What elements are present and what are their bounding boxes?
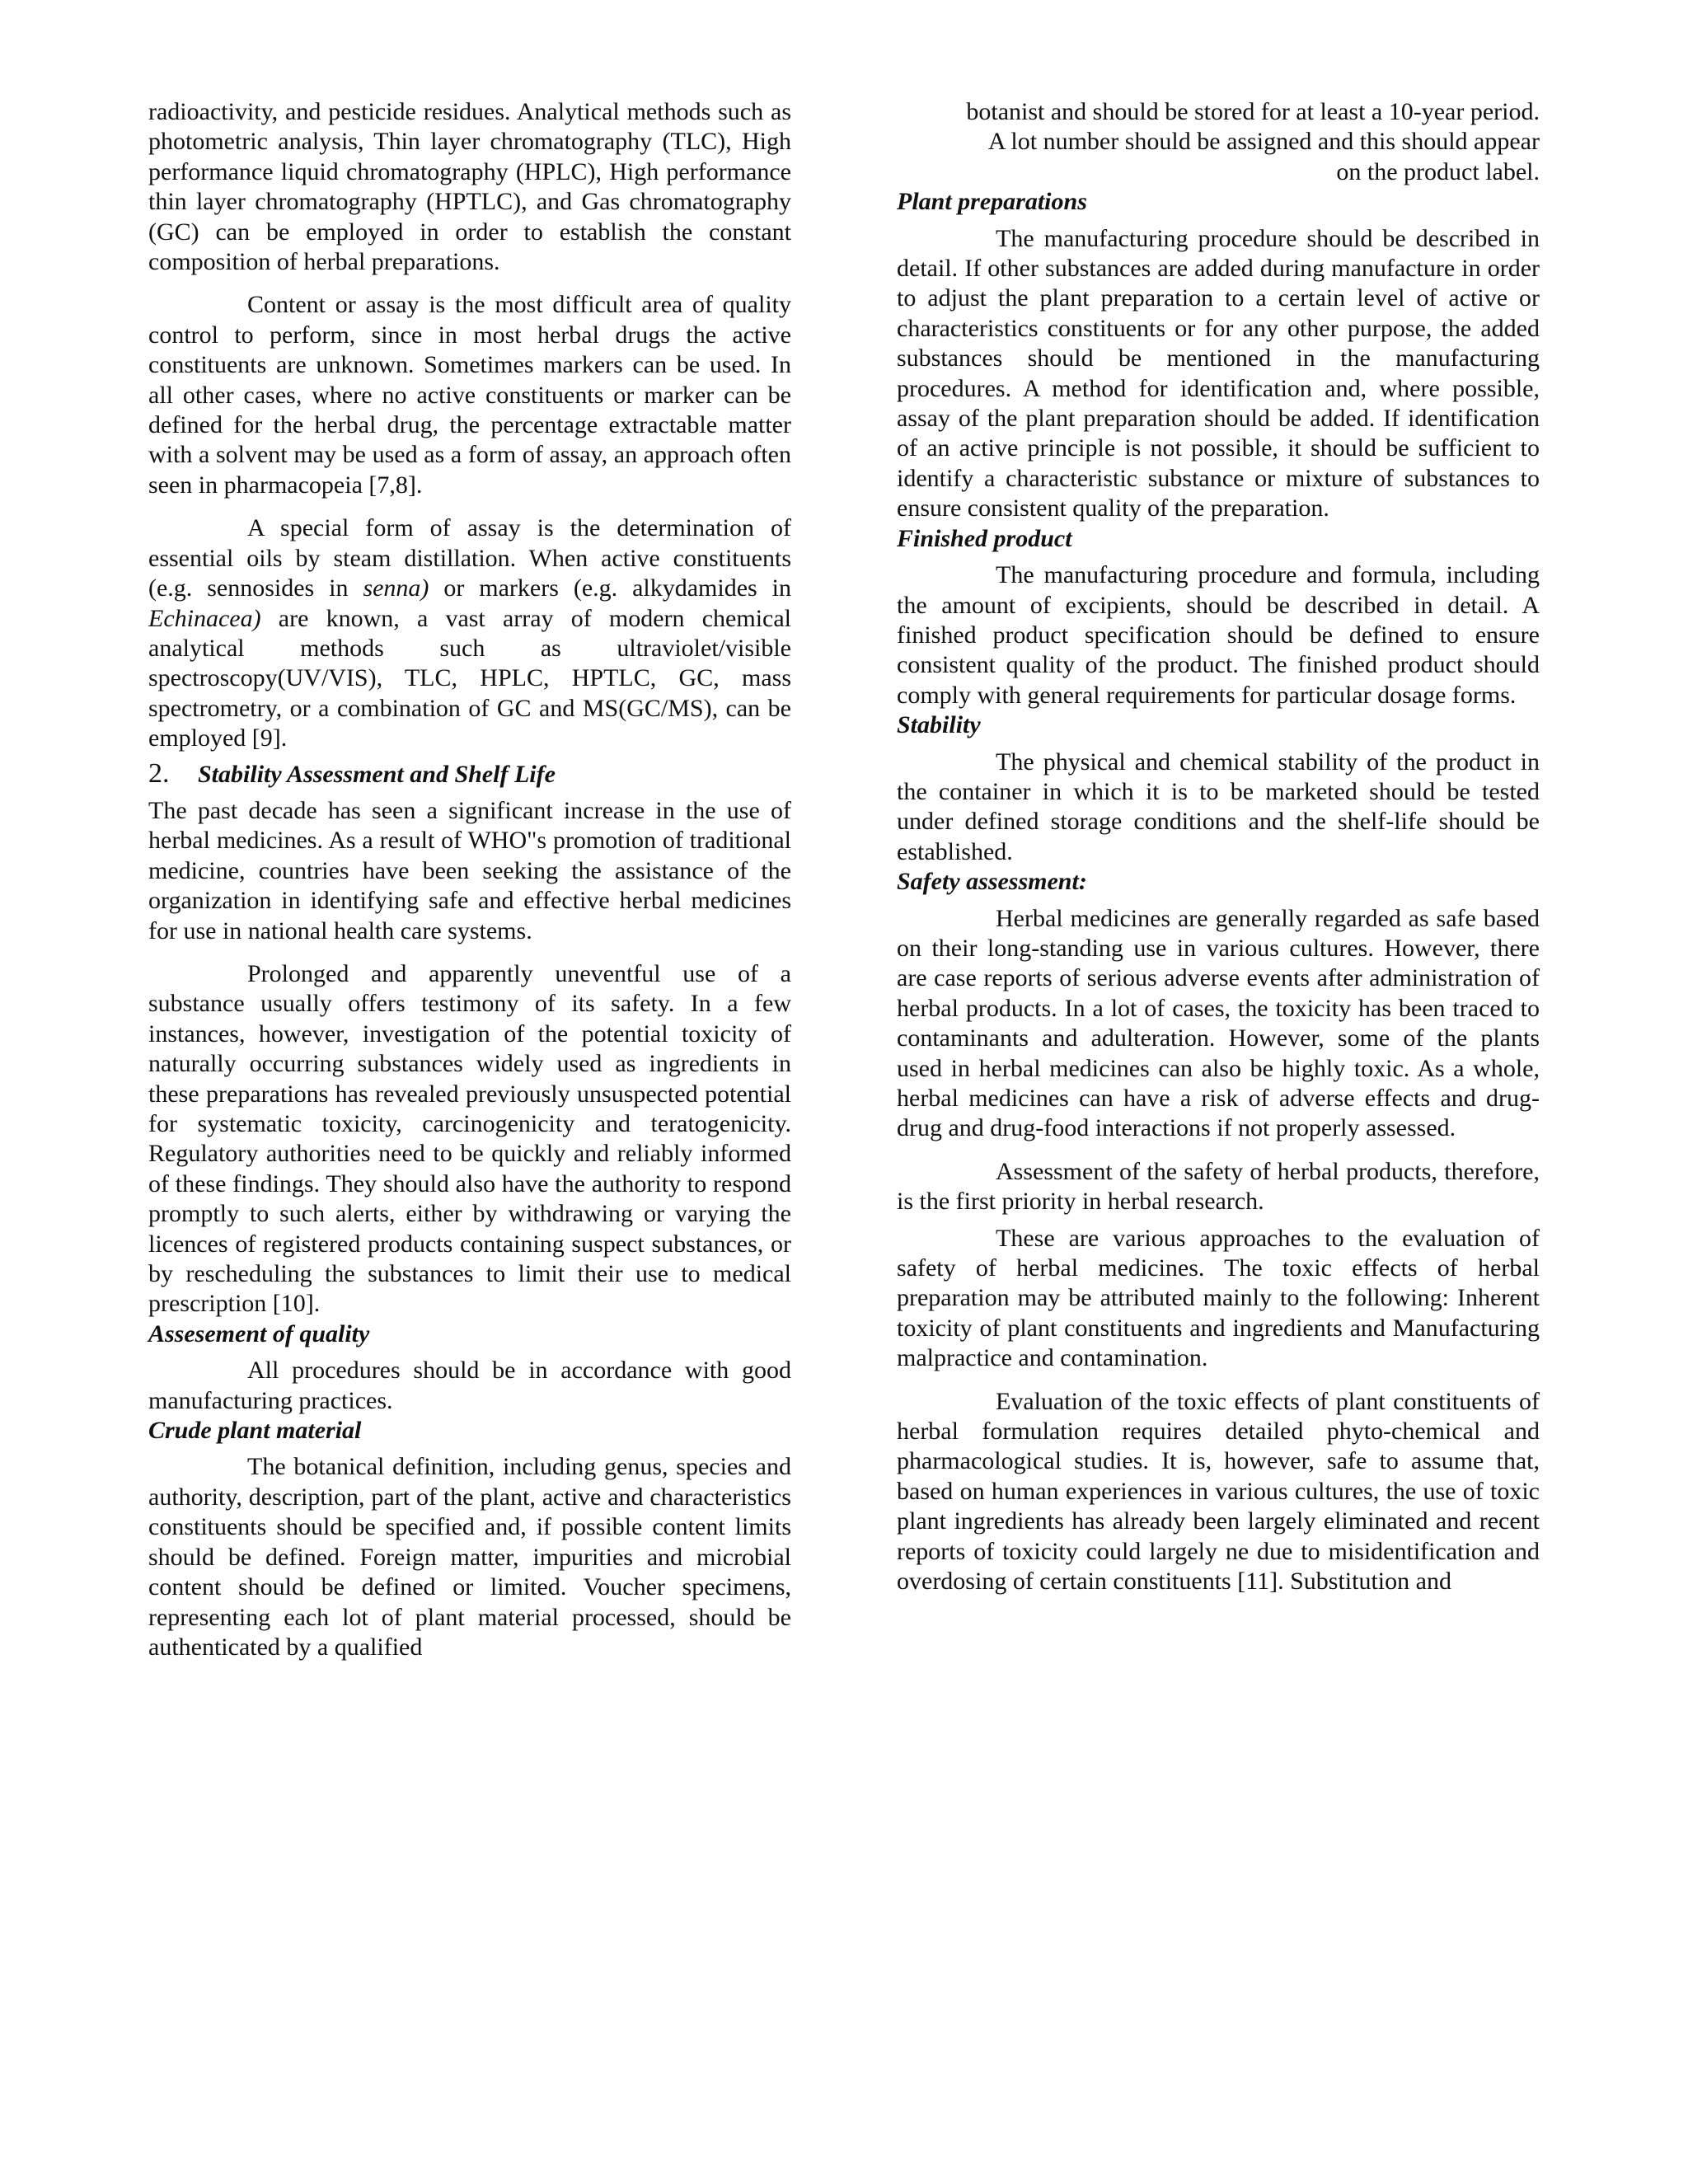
section-title: Stability Assessment and Shelf Life <box>198 760 556 788</box>
paragraph-special-assay <box>148 513 791 753</box>
subheading-stability: Stability <box>897 711 981 739</box>
section-heading <box>148 759 791 790</box>
subheading-crude-plant-material: Crude plant material <box>148 1417 362 1445</box>
subheading-safety-assessment: Safety assessment: <box>897 868 1087 896</box>
right-column <box>897 97 1540 1597</box>
paragraph-procedures: All procedures should be in accordance with good manufacturing practices. <box>148 1357 791 1414</box>
italic-term-echinacea: Echinacea) <box>148 604 261 632</box>
paragraph-herbal-medicines: Herbal medicines are generally regarded as safe based on their long-standing use in various cultures. However, there are case reports of serious adverse events after administration of herbal products. In a lot of cases, the toxicity has been traced to contaminants and adulteration. However, some of the plants used in herbal medicines can also be highly toxic. As a whole, herbal medicines can have a risk of adverse effects and drug-drug and drug-food interactions if not properly assessed. <box>897 904 1540 1142</box>
paragraph-prolonged-use: Prolonged and apparently uneventful use of a substance usually offers testimony of its safety. In a few instances, however, investigation of the potential toxicity of naturally occurring substances widely used as ingredients in these preparations has revealed previously unsuspected potential for systematic toxicity, carcinogenicity and teratogenicity. Regulatory authorities need to be quickly and reliably informed of these findings. They should also have the authority to respond promptly to such alerts, either by withdrawing or varying the licences of registered products containing suspect substances, or by rescheduling the substances to limit their use to medical prescription [10]. <box>148 959 791 1318</box>
subheading-quality: Assesement of quality <box>148 1319 370 1347</box>
continued-line-1: botanist and should be stored for at least a 10-year period. <box>966 98 1540 125</box>
paragraph-approaches: These are various approaches to the evaluation of safety of herbal medicines. The toxic effects of herbal preparation may be attributed mainly to the following: Inherent toxicity of plant constituents and ingredients and Manufacturing malpractice and contamination. <box>897 1224 1540 1372</box>
subheading-finished-product: Finished product <box>897 524 1072 552</box>
italic-term-senna: senna) <box>363 574 429 602</box>
text-span: A special form of assay is the determination of essential oils by steam distillation. When active constituents (e.g. sennosides in <box>148 514 791 602</box>
paragraph-evaluation: Evaluation of the toxic effects of plant constituents of herbal formulation requires detailed phyto-chemical and pharmacological studies. It is, however, safe to assume that, based on human experiences in various cultures, the use of toxic plant ingredients has already been largely eliminated and recent reports of toxicity could largely ne due to misidentification and overdosing of certain constituents [11]. Substitution and <box>897 1387 1540 1596</box>
text-span: or markers (e.g. alkydamides in <box>429 574 791 602</box>
paragraph-analytical-methods: radioactivity, and pesticide residues. Analytical methods such as photometric analysis, Thin layer chromatography (TLC), High performance liquid chromatography (HPLC), High performance thin layer chromatography (HPTLC), and Gas chromatography (GC) can be employed in order to establish the constant composition of herbal preparations. <box>148 98 791 276</box>
paragraph-content-assay: Content or assay is the most difficult area of quality control to perform, since in most herbal drugs the active constituents are unknown. Sometimes markers can be used. In all other cases, where no active constituents or marker can be defined for the herbal drug, the percentage extractable matter with a solvent may be used as a form of assay, an approach often seen in pharmacopeia [7,8]. <box>148 291 791 499</box>
paragraph-manufacturing: The manufacturing procedure should be described in detail. If other substances are added during manufacture in order to adjust the plant preparation to a certain level of active or characteristics constituents or for any other purpose, the added substances should be mentioned in the manufacturing procedures. A method for identification and, where possible, assay of the plant preparation should be added. If identification of an active principle is not possible, it should be sufficient to identify a characteristic substance or mixture of substances to ensure consistent quality of the preparation. <box>897 224 1540 523</box>
paragraph-past-decade: The past decade has seen a significant increase in the use of herbal medicines. As a result of WHO"s promotion of traditional medicine, countries have been seeking the assistance of the organization in identifying safe and effective herbal medicines for use in national health care systems. <box>148 796 791 944</box>
paragraph-finished-product: The manufacturing procedure and formula, including the amount of excipients, should be described in detail. A finished product specification should be defined to ensure consistent quality of the product. The finished product should comply with general requirements for particular dosage forms. <box>897 561 1540 709</box>
left-column <box>148 97 791 1662</box>
paragraph-assessment: Assessment of the safety of herbal products, therefore, is the first priority in herbal research. <box>897 1157 1540 1216</box>
continued-line-3: on the product label. <box>1336 157 1540 185</box>
section-number: 2. <box>148 757 170 789</box>
text-span: are known, a vast array of modern chemical analytical methods such as ultraviolet/visible spectroscopy(UV/VIS), TLC, HPLC, HPTLC, GC, mass spectrometry, or a combination of GC and MS(GC/MS), can be employed [9]. <box>148 604 791 752</box>
paragraph-botanical-definition: The botanical definition, including genus, species and authority, description, part of the plant, active and characteristics constituents should be specified and, if possible content limits should be defined. Foreign matter, impurities and microbial content should be defined or limited. Voucher specimens, representing each lot of plant material processed, should be authenticated by a qualified <box>148 1453 791 1661</box>
continued-line-2: A lot number should be assigned and this should appear <box>987 128 1540 156</box>
paragraph-stability: The physical and chemical stability of the product in the container in which it is to be marketed should be tested under defined storage conditions and the shelf-life should be established. <box>897 748 1540 865</box>
subheading-plant-preparations: Plant preparations <box>897 188 1087 216</box>
